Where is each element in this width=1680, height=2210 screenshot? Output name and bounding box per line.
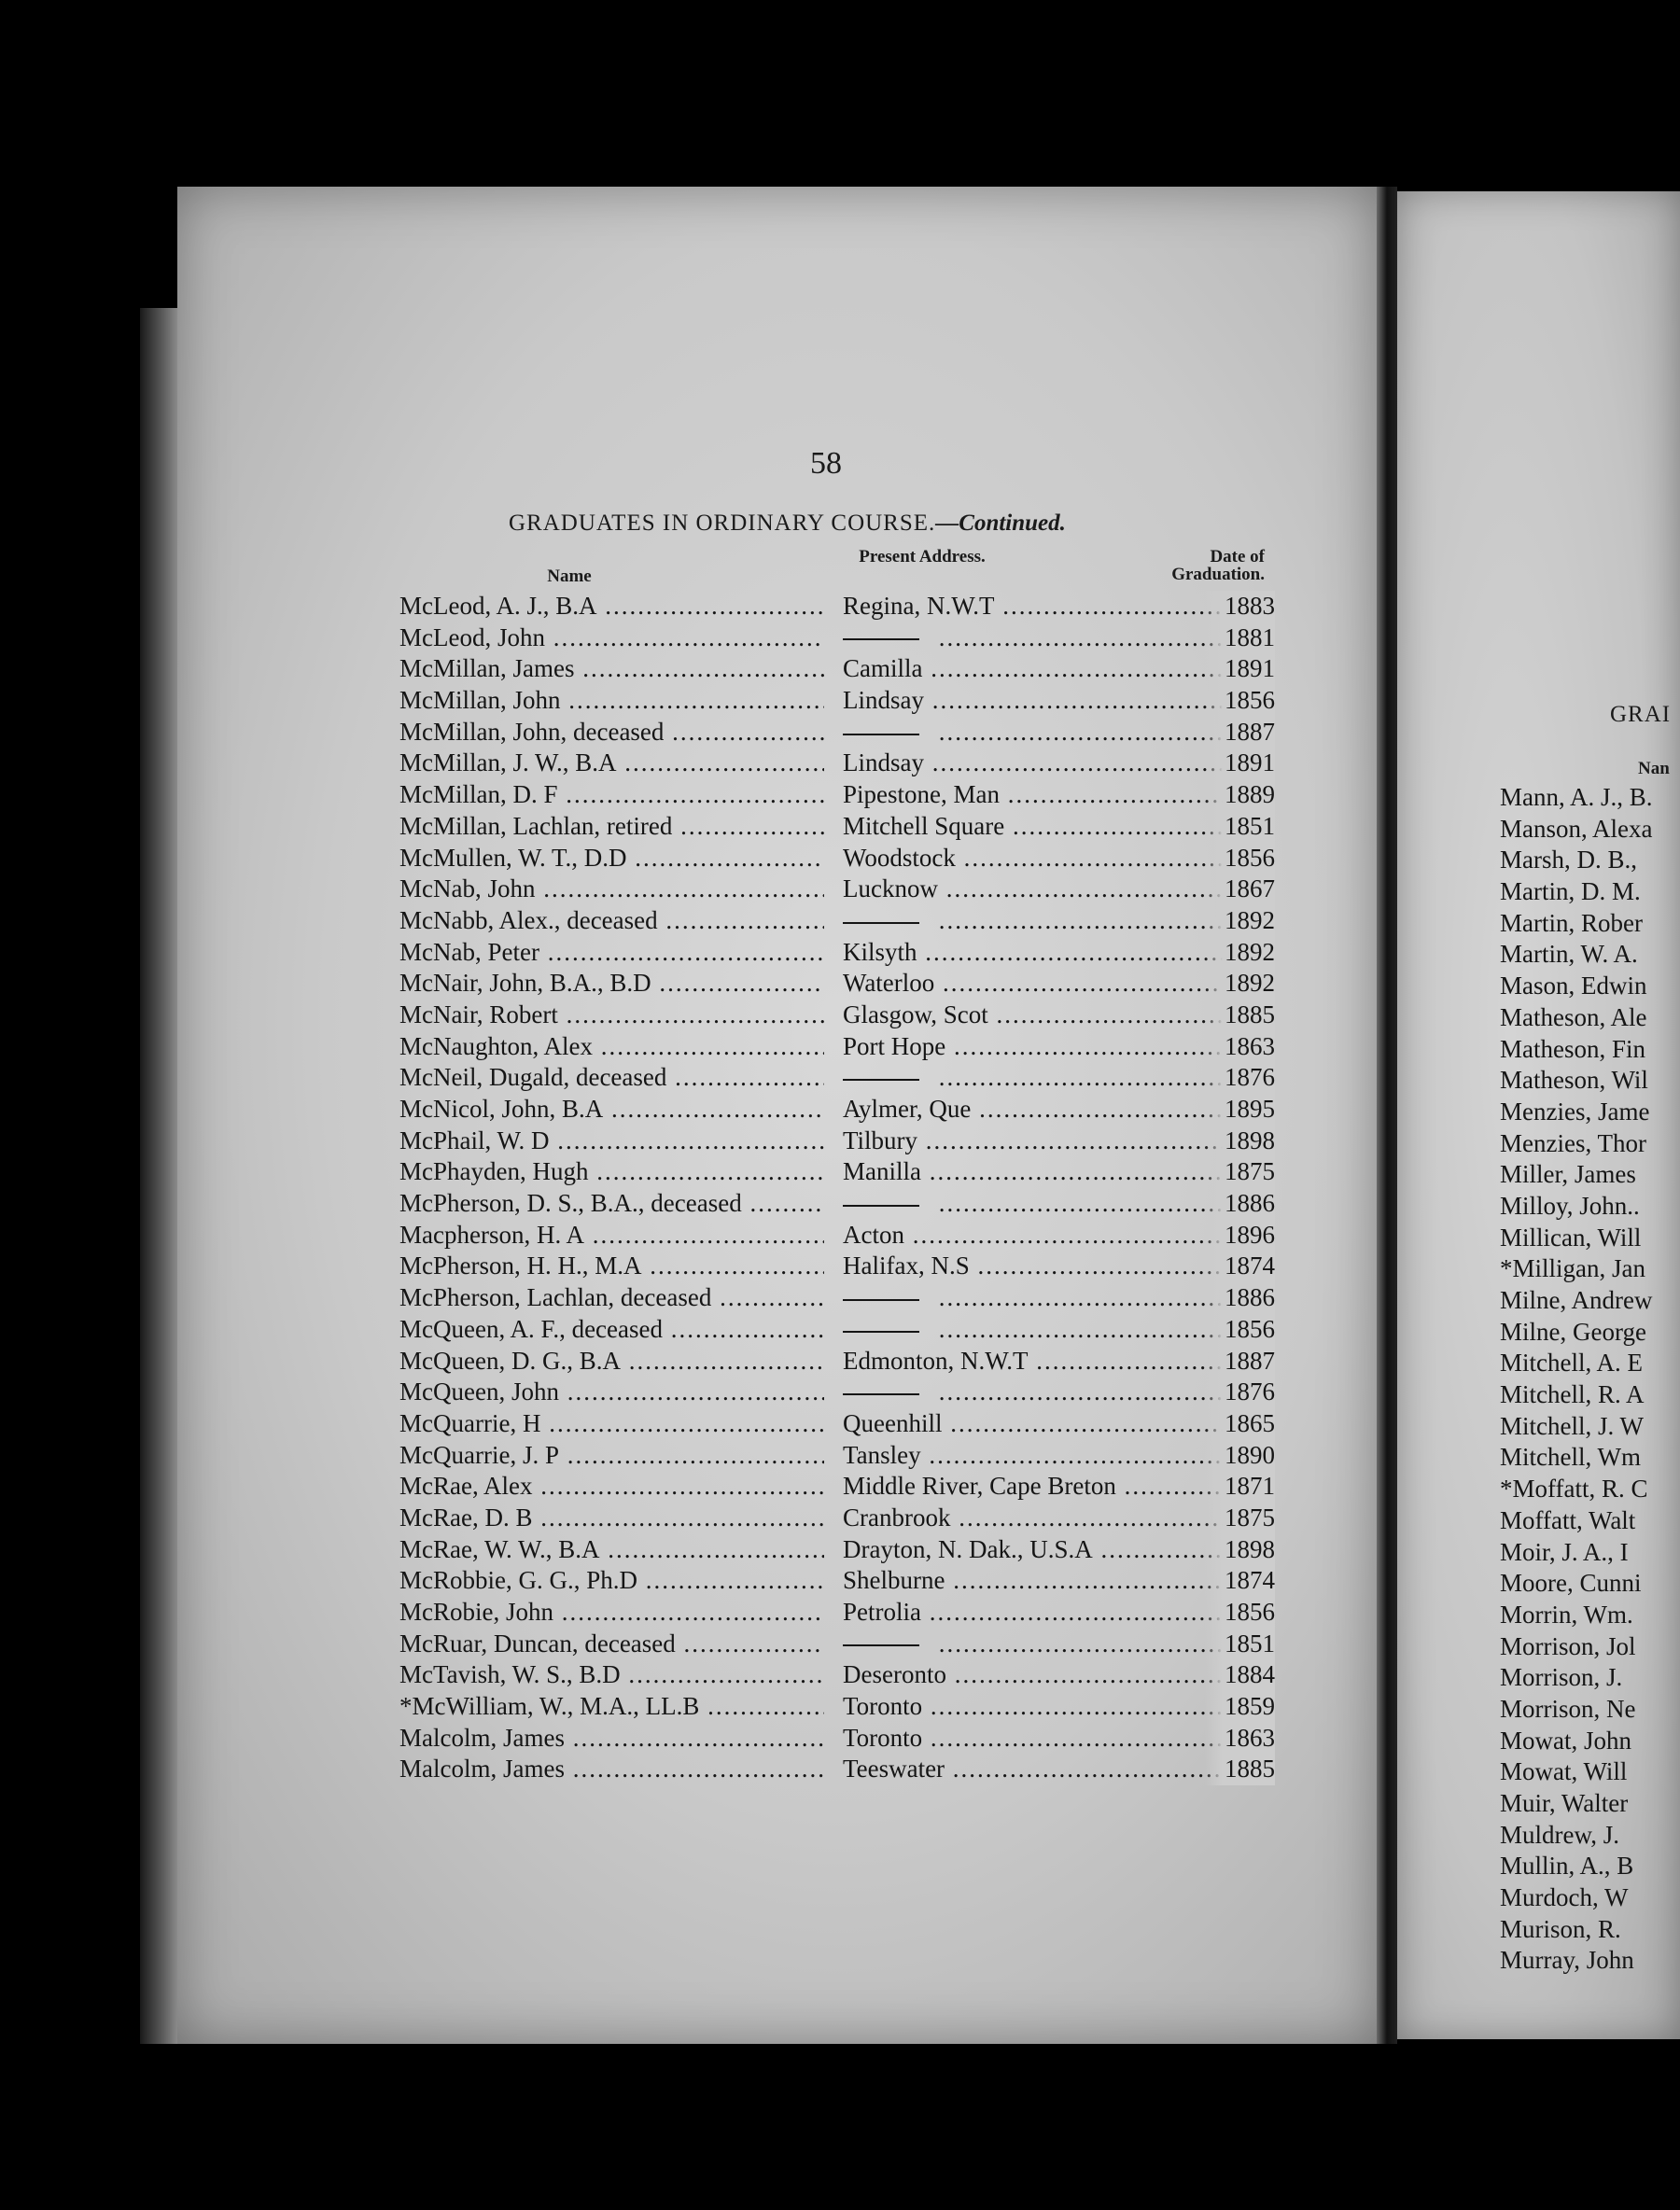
graduation-year: 1886 bbox=[1205, 1188, 1275, 1220]
graduate-name: McPherson, Lachlan, deceased ..... bbox=[399, 1282, 824, 1314]
list-item: Moffatt, Walt bbox=[1500, 1505, 1636, 1534]
list-item: Morrison, J. bbox=[1500, 1663, 1623, 1692]
graduation-year: 1875 bbox=[1205, 1156, 1275, 1188]
present-address: Woodstock ..... bbox=[843, 843, 1258, 874]
graduate-name: McPhail, W. D ..... bbox=[399, 1126, 824, 1157]
graduation-year: 1892 bbox=[1205, 905, 1275, 937]
table-row bbox=[399, 1597, 1275, 1629]
list-item: Matheson, Fin bbox=[1500, 1034, 1646, 1063]
list-item: Milne, George bbox=[1500, 1317, 1646, 1346]
present-address: Halifax, N.S ..... bbox=[843, 1251, 1258, 1282]
graduation-year: 1892 bbox=[1205, 937, 1275, 969]
present-address: Pipestone, Man ..... bbox=[843, 779, 1258, 811]
list-item: *Moffatt, R. C bbox=[1500, 1475, 1648, 1504]
table-row bbox=[399, 653, 1275, 685]
right-page bbox=[1397, 191, 1680, 2039]
graduation-year: 1890 bbox=[1205, 1440, 1275, 1472]
table-row bbox=[399, 1377, 1275, 1408]
present-address: Mitchell Square ..... bbox=[843, 811, 1258, 843]
graduation-year: 1863 bbox=[1205, 1723, 1275, 1755]
table-row bbox=[399, 1659, 1275, 1691]
list-item: Mitchell, Wm bbox=[1500, 1443, 1641, 1472]
table-row bbox=[399, 874, 1275, 905]
graduation-year: 1876 bbox=[1205, 1377, 1275, 1408]
graduate-name: McRae, W. W., B.A ..... bbox=[399, 1534, 824, 1566]
graduation-year: 1885 bbox=[1205, 1000, 1275, 1031]
present-address: Manilla ..... bbox=[843, 1156, 1258, 1188]
table-row bbox=[399, 811, 1275, 843]
graduation-year: 1891 bbox=[1205, 653, 1275, 685]
list-item: Murison, R. bbox=[1500, 1914, 1621, 1943]
graduate-name: Malcolm, James ..... bbox=[399, 1754, 824, 1785]
list-item: Mitchell, J. W bbox=[1500, 1411, 1644, 1440]
present-address: Toronto ..... bbox=[843, 1691, 1258, 1723]
graduate-name: McQuarrie, H ..... bbox=[399, 1408, 824, 1440]
present-address: Petrolia ..... bbox=[843, 1597, 1258, 1629]
table-row bbox=[399, 1094, 1275, 1126]
graduation-year: 1887 bbox=[1205, 1346, 1275, 1378]
graduation-year: 1889 bbox=[1205, 779, 1275, 811]
book-gutter bbox=[1377, 187, 1397, 2044]
graduate-name: McRuar, Duncan, deceased ..... bbox=[399, 1629, 824, 1660]
present-address: Lucknow ..... bbox=[843, 874, 1258, 905]
graduation-year: 1867 bbox=[1205, 874, 1275, 905]
list-item: Mowat, Will bbox=[1500, 1757, 1628, 1786]
graduation-year: 1883 bbox=[1205, 591, 1275, 622]
table-row bbox=[399, 968, 1275, 1000]
graduate-name: McLeod, A. J., B.A ..... bbox=[399, 591, 824, 622]
list-item: Mowat, John bbox=[1500, 1726, 1631, 1755]
present-address: Edmonton, N.W.T ..... bbox=[843, 1346, 1258, 1378]
graduate-name: McNair, Robert ..... bbox=[399, 1000, 824, 1031]
graduate-name: Malcolm, James ..... bbox=[399, 1723, 824, 1755]
graduate-name: McQueen, D. G., B.A ..... bbox=[399, 1346, 824, 1378]
list-item: Matheson, Wil bbox=[1500, 1066, 1648, 1095]
header-date: Date of Graduation. bbox=[1171, 547, 1265, 584]
list-item: Menzies, Jame bbox=[1500, 1097, 1650, 1126]
list-item: Murdoch, W bbox=[1500, 1883, 1629, 1912]
present-address bbox=[843, 905, 1258, 937]
page-number: 58 bbox=[810, 446, 842, 481]
present-address: Glasgow, Scot ..... bbox=[843, 1000, 1258, 1031]
present-address: Port Hope ..... bbox=[843, 1031, 1258, 1063]
graduate-name: McQueen, A. F., deceased ..... bbox=[399, 1314, 824, 1346]
graduate-name: McMillan, James ..... bbox=[399, 653, 824, 685]
list-item: Mitchell, A. E bbox=[1500, 1349, 1643, 1378]
graduate-name: McNab, Peter ..... bbox=[399, 937, 824, 969]
graduate-name: McPherson, D. S., B.A., deceased ..... bbox=[399, 1188, 824, 1220]
graduation-year: 1856 bbox=[1205, 685, 1275, 717]
table-row bbox=[399, 1220, 1275, 1252]
table-row bbox=[399, 717, 1275, 748]
present-address: Toronto ..... bbox=[843, 1723, 1258, 1755]
present-address: Lindsay ..... bbox=[843, 748, 1258, 779]
table-row bbox=[399, 1691, 1275, 1723]
table-row bbox=[399, 1126, 1275, 1157]
present-address bbox=[843, 717, 1258, 748]
graduate-name: McPherson, H. H., M.A ..... bbox=[399, 1251, 824, 1282]
present-address bbox=[843, 1629, 1258, 1660]
graduate-name: McNicol, John, B.A ..... bbox=[399, 1094, 824, 1126]
list-item: Mann, A. J., B. bbox=[1500, 783, 1653, 811]
table-row bbox=[399, 1031, 1275, 1063]
present-address bbox=[843, 1314, 1258, 1346]
present-address: Acton ..... bbox=[843, 1220, 1258, 1252]
graduate-name: McRae, D. B ..... bbox=[399, 1503, 824, 1534]
graduate-name: McPhayden, Hugh ..... bbox=[399, 1156, 824, 1188]
present-address bbox=[843, 1188, 1258, 1220]
graduate-name: McQueen, John ..... bbox=[399, 1377, 824, 1408]
graduate-name: Macpherson, H. A ..... bbox=[399, 1220, 824, 1252]
table-row bbox=[399, 622, 1275, 654]
present-address: Queenhill ..... bbox=[843, 1408, 1258, 1440]
list-item: Moir, J. A., I bbox=[1500, 1537, 1629, 1566]
list-item: Milloy, John.. bbox=[1500, 1191, 1640, 1220]
table-row bbox=[399, 843, 1275, 874]
table-row bbox=[399, 1062, 1275, 1094]
list-item: Matheson, Ale bbox=[1500, 1002, 1647, 1031]
present-address: Tilbury ..... bbox=[843, 1126, 1258, 1157]
right-page-title: GRAI bbox=[1610, 702, 1672, 727]
graduation-year: 1898 bbox=[1205, 1126, 1275, 1157]
list-item: Martin, D. M. bbox=[1500, 877, 1641, 906]
list-item: Morrison, Ne bbox=[1500, 1694, 1636, 1723]
right-page-list bbox=[1500, 782, 1680, 1977]
present-address: Drayton, N. Dak., U.S.A ..... bbox=[843, 1534, 1258, 1566]
table-row bbox=[399, 1156, 1275, 1188]
graduate-name: McMullen, W. T., D.D ..... bbox=[399, 843, 824, 874]
graduation-year: 1851 bbox=[1205, 1629, 1275, 1660]
graduation-year: 1898 bbox=[1205, 1534, 1275, 1566]
graduate-name: McNab, John ..... bbox=[399, 874, 824, 905]
graduation-year: 1884 bbox=[1205, 1659, 1275, 1691]
header-address: Present Address. bbox=[859, 547, 986, 566]
table-row bbox=[399, 1000, 1275, 1031]
title-main: GRADUATES IN ORDINARY COURSE. bbox=[509, 511, 936, 536]
graduation-year: 1876 bbox=[1205, 1062, 1275, 1094]
present-address: Lindsay ..... bbox=[843, 685, 1258, 717]
graduation-year: 1896 bbox=[1205, 1220, 1275, 1252]
present-address: Waterloo ..... bbox=[843, 968, 1258, 1000]
table-row bbox=[399, 1754, 1275, 1785]
graduate-name: *McWilliam, W., M.A., LL.B ..... bbox=[399, 1691, 824, 1723]
list-item: Morrison, Jol bbox=[1500, 1631, 1636, 1660]
graduation-year: 1875 bbox=[1205, 1503, 1275, 1534]
graduate-name: McMillan, John, deceased ..... bbox=[399, 717, 824, 748]
graduates-list bbox=[399, 591, 1275, 1785]
graduation-year: 1856 bbox=[1205, 1597, 1275, 1629]
table-row bbox=[399, 1251, 1275, 1282]
table-row bbox=[399, 1471, 1275, 1503]
present-address: Teeswater ..... bbox=[843, 1754, 1258, 1785]
table-row bbox=[399, 1503, 1275, 1534]
present-address: Deseronto ..... bbox=[843, 1659, 1258, 1691]
list-item: Manson, Alexa bbox=[1500, 814, 1653, 843]
table-row bbox=[399, 1282, 1275, 1314]
graduate-name: McNeil, Dugald, deceased ..... bbox=[399, 1062, 824, 1094]
graduation-year: 1859 bbox=[1205, 1691, 1275, 1723]
list-item: Millican, Will bbox=[1500, 1223, 1642, 1252]
graduation-year: 1856 bbox=[1205, 1314, 1275, 1346]
table-row bbox=[399, 905, 1275, 937]
list-item: Martin, W. A. bbox=[1500, 940, 1638, 969]
graduation-year: 1885 bbox=[1205, 1754, 1275, 1785]
graduate-name: McRae, Alex ..... bbox=[399, 1471, 824, 1503]
table-row bbox=[399, 1629, 1275, 1660]
graduate-name: McMillan, D. F ..... bbox=[399, 779, 824, 811]
graduation-year: 1856 bbox=[1205, 843, 1275, 874]
list-item: Mitchell, R. A bbox=[1500, 1380, 1645, 1409]
page-title bbox=[509, 511, 1162, 537]
graduate-name: McMillan, John ..... bbox=[399, 685, 824, 717]
graduation-year: 1874 bbox=[1205, 1251, 1275, 1282]
graduation-year: 1881 bbox=[1205, 622, 1275, 654]
graduate-name: McNair, John, B.A., B.D ..... bbox=[399, 968, 824, 1000]
list-item: *Milligan, Jan bbox=[1500, 1254, 1645, 1283]
list-item: Marsh, D. B., bbox=[1500, 846, 1637, 874]
list-item: Milne, Andrew bbox=[1500, 1286, 1653, 1314]
list-item: Mason, Edwin bbox=[1500, 972, 1647, 1000]
table-row bbox=[399, 685, 1275, 717]
graduate-name: McRobbie, G. G., Ph.D ..... bbox=[399, 1565, 824, 1597]
present-address: Cranbrook ..... bbox=[843, 1503, 1258, 1534]
table-row bbox=[399, 1408, 1275, 1440]
graduation-year: 1887 bbox=[1205, 717, 1275, 748]
present-address bbox=[843, 1282, 1258, 1314]
table-row bbox=[399, 1314, 1275, 1346]
header-name: Name bbox=[547, 566, 592, 586]
right-page-header: Nan bbox=[1638, 759, 1670, 778]
graduate-name: McMillan, J. W., B.A ..... bbox=[399, 748, 824, 779]
present-address bbox=[843, 622, 1258, 654]
graduation-year: 1865 bbox=[1205, 1408, 1275, 1440]
graduate-name: McNabb, Alex., deceased ..... bbox=[399, 905, 824, 937]
table-row bbox=[399, 1565, 1275, 1597]
graduate-name: McRobie, John ..... bbox=[399, 1597, 824, 1629]
table-row bbox=[399, 1723, 1275, 1755]
present-address bbox=[843, 1377, 1258, 1408]
graduate-name: McNaughton, Alex ..... bbox=[399, 1031, 824, 1063]
list-item: Martin, Rober bbox=[1500, 908, 1643, 937]
list-item: Morrin, Wm. bbox=[1500, 1600, 1633, 1629]
table-row bbox=[399, 748, 1275, 779]
graduate-name: McLeod, John ..... bbox=[399, 622, 824, 654]
list-item: Miller, James bbox=[1500, 1160, 1636, 1189]
table-row bbox=[399, 937, 1275, 969]
graduation-year: 1851 bbox=[1205, 811, 1275, 843]
graduate-name: McQuarrie, J. P ..... bbox=[399, 1440, 824, 1472]
graduate-name: McMillan, Lachlan, retired ..... bbox=[399, 811, 824, 843]
list-item: Mullin, A., B bbox=[1500, 1852, 1634, 1881]
table-row bbox=[399, 1534, 1275, 1566]
graduation-year: 1891 bbox=[1205, 748, 1275, 779]
list-item: Murray, John bbox=[1500, 1946, 1634, 1975]
list-item: Muldrew, J. bbox=[1500, 1820, 1619, 1849]
present-address: Regina, N.W.T ..... bbox=[843, 591, 1258, 622]
present-address: Middle River, Cape Breton ..... bbox=[843, 1471, 1258, 1503]
graduate-name: McTavish, W. S., B.D ..... bbox=[399, 1659, 824, 1691]
list-item: Menzies, Thor bbox=[1500, 1128, 1646, 1157]
present-address: Tansley ..... bbox=[843, 1440, 1258, 1472]
graduation-year: 1874 bbox=[1205, 1565, 1275, 1597]
table-row bbox=[399, 1346, 1275, 1378]
present-address bbox=[843, 1062, 1258, 1094]
title-continued: —Continued. bbox=[935, 511, 1066, 536]
list-item: Muir, Walter bbox=[1500, 1789, 1629, 1817]
present-address: Kilsyth ..... bbox=[843, 937, 1258, 969]
table-row bbox=[399, 591, 1275, 622]
present-address: Aylmer, Que ..... bbox=[843, 1094, 1258, 1126]
present-address: Shelburne ..... bbox=[843, 1565, 1258, 1597]
graduation-year: 1886 bbox=[1205, 1282, 1275, 1314]
table-row bbox=[399, 1440, 1275, 1472]
graduation-year: 1863 bbox=[1205, 1031, 1275, 1063]
present-address: Camilla ..... bbox=[843, 653, 1258, 685]
graduation-year: 1892 bbox=[1205, 968, 1275, 1000]
list-item: Moore, Cunni bbox=[1500, 1569, 1642, 1598]
graduation-year: 1895 bbox=[1205, 1094, 1275, 1126]
table-row bbox=[399, 779, 1275, 811]
table-row bbox=[399, 1188, 1275, 1220]
graduation-year: 1871 bbox=[1205, 1471, 1275, 1503]
page-edge bbox=[140, 308, 177, 2044]
